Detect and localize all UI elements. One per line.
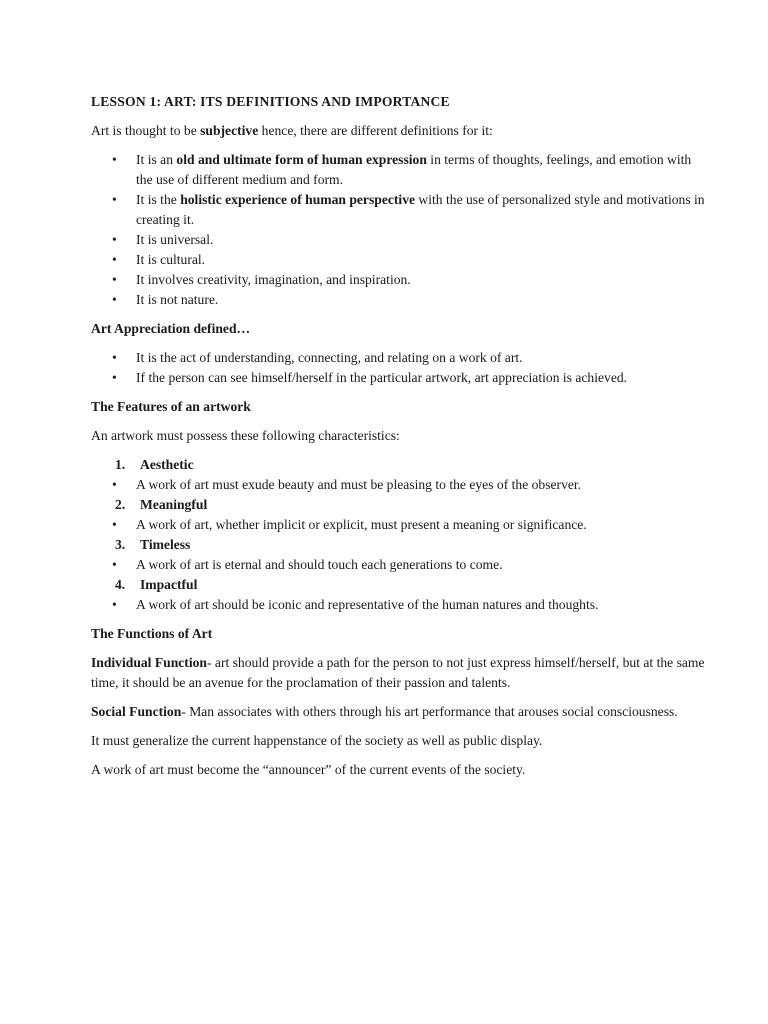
social-function-paragraph [91,702,708,722]
feature-desc-text: A work of art is eternal and should touch each generations to come. [136,557,503,572]
feature-name: Impactful [140,577,198,592]
individual-function-text: - art should provide a path for the person to not just express himself/herself, but at the same time, it should be an avenue for the proclamation of their passion and talents. [91,655,705,690]
definition-item [91,270,708,290]
bullet-icon: • [112,252,117,267]
definition-1-post: in terms of thoughts, feelings, and emotion with the use of different medium and form. [136,152,692,187]
feature-name: Meaningful [140,497,208,512]
feature-desc-text: A work of art must exude beauty and must be pleasing to the eyes of the observer. [136,477,582,492]
appreciation-list [91,348,708,388]
social-function-label: Social Function [91,704,182,719]
generalize-paragraph: It must generalize the current happenstance of the society as well as public display. [91,733,543,748]
definition-item [91,250,708,270]
definition-6-text: It is not nature. [136,292,219,307]
feature-title [91,455,708,475]
functions-heading: The Functions of Art [91,626,213,641]
feature-description [91,555,708,575]
bullet-icon: • [112,152,117,167]
feature-title [91,535,708,555]
announcer-paragraph: A work of art must become the “announcer” of the current events of the society. [91,762,526,777]
bullet-icon: • [112,517,117,532]
bullet-icon: • [112,232,117,247]
feature-name: Timeless [140,537,191,552]
definition-item [91,190,708,230]
bullet-icon: • [112,597,117,612]
definition-5-text: It involves creativity, imagination, and inspiration. [136,272,411,287]
bullet-icon: • [112,557,117,572]
feature-number: 1. [115,457,126,472]
intro-paragraph [91,121,708,141]
intro-text-bold: subjective [200,123,259,138]
lesson-title: LESSON 1: ART: ITS DEFINITIONS AND IMPORTANCE [91,94,450,109]
feature-desc-text: A work of art, whether implicit or explicit, must present a meaning or significance. [136,517,587,532]
intro-text-pre: Art is thought to be [91,123,201,138]
intro-text-post: hence, there are different definitions for it: [258,123,493,138]
bullet-icon: • [112,272,117,287]
feature-number: 3. [115,537,126,552]
feature-desc-text: A work of art should be iconic and representative of the human natures and thoughts. [136,597,599,612]
appreciation-item [91,368,708,388]
definition-2-bold: holistic experience of human perspective [180,192,416,207]
definition-item [91,230,708,250]
bullet-icon: • [112,292,117,307]
definition-item [91,290,708,310]
bullet-icon: • [112,192,117,207]
definition-1-bold: old and ultimate form of human expression [176,152,427,167]
feature-number: 2. [115,497,126,512]
bullet-icon: • [112,477,117,492]
feature-description [91,595,708,615]
social-function-text: - Man associates with others through his art performance that arouses social consciousness. [181,704,678,719]
features-list [91,455,708,615]
features-intro: An artwork must possess these following characteristics: [91,428,400,443]
features-heading: The Features of an artwork [91,399,251,414]
definition-item [91,150,708,190]
definition-2-post: with the use of personalized style and motivations in creating it. [136,192,705,227]
definitions-list [91,150,708,310]
bullet-icon: • [112,350,117,365]
feature-name: Aesthetic [140,457,194,472]
individual-function-label: Individual Function [91,655,207,670]
feature-number: 4. [115,577,126,592]
feature-title [91,575,708,595]
definition-1-pre: It is an [136,152,177,167]
feature-title [91,495,708,515]
individual-function-paragraph [91,653,708,693]
appreciation-heading: Art Appreciation defined… [91,321,251,336]
bullet-icon: • [112,370,117,385]
appreciation-1-text: It is the act of understanding, connecting, and relating on a work of art. [136,350,523,365]
definition-3-text: It is universal. [136,232,214,247]
feature-description [91,475,708,495]
appreciation-item [91,348,708,368]
appreciation-2-text: If the person can see himself/herself in the particular artwork, art appreciation is achieved. [136,370,628,385]
definition-2-pre: It is the [136,192,181,207]
feature-description [91,515,708,535]
definition-4-text: It is cultural. [136,252,206,267]
